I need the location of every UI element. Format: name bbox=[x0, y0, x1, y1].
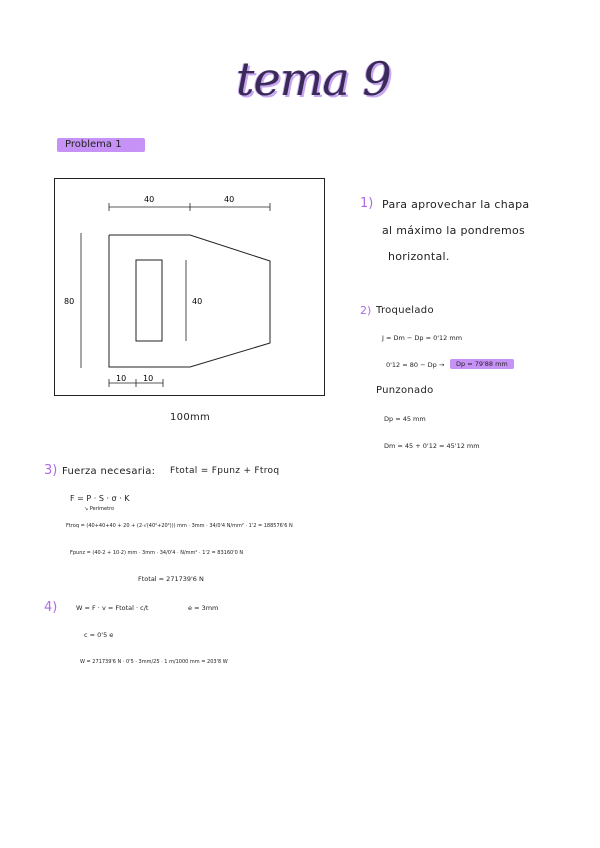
problem-tag: Problema 1 bbox=[57, 138, 145, 152]
answer-3-perimeter-note: ↘ Perímetro bbox=[84, 506, 115, 512]
answer-2-eq2: 0'12 = 80 − Dp → bbox=[386, 361, 445, 369]
answer-3-ftroq: Ftroq = (40+40+40 + 20 + (2·√(40²+20²))) mm · 3mm · 34/0'4 N/mm² · 1'2 = 188576'6 N bbox=[66, 523, 293, 529]
dim-hole: 40 bbox=[192, 297, 203, 306]
answer-3-formula: Ftotal = Fpunz + Ftroq bbox=[170, 466, 280, 476]
answer-2-eq1: J = Dm − Dp = 0'12 mm bbox=[382, 334, 463, 342]
dim-left: 80 bbox=[64, 297, 75, 306]
answer-2-eq4: Dm = 45 + 0'12 = 45'12 mm bbox=[384, 442, 480, 450]
figure-diagram bbox=[54, 178, 326, 396]
answer-4-c: c = 0'5 e bbox=[84, 631, 114, 639]
answer-3-total: Ftotal = 271739'6 N bbox=[138, 575, 204, 583]
answer-3-fpunz: Fpunz = (40·2 + 10·2) mm · 3mm · 34/0'4 · N/mm² · 1'2 = 83160'0 N bbox=[70, 550, 244, 556]
answer-2-number: 2) bbox=[360, 304, 372, 317]
answer-1-number: 1) bbox=[360, 196, 374, 211]
page-title: tema 9 bbox=[236, 52, 391, 106]
dim-top-left: 40 bbox=[144, 195, 155, 204]
answer-1-line-2: al máximo la pondremos bbox=[382, 224, 526, 237]
answer-3-title: Fuerza necesaria: bbox=[62, 466, 156, 477]
answer-4-e: e = 3mm bbox=[188, 604, 219, 612]
answer-4-eq2: W = 271739'6 N · 0'5 · 3mm/25 · 1 m/1000 mm = 203'8 W bbox=[80, 659, 228, 665]
dim-bottom-2: 10 bbox=[143, 374, 154, 383]
figure-caption: 100mm bbox=[170, 412, 211, 423]
dim-bottom-1: 10 bbox=[116, 374, 127, 383]
answer-2-subtitle: Punzonado bbox=[376, 385, 434, 396]
answer-2-highlight: Dp = 79'88 mm bbox=[450, 359, 514, 369]
answer-2-eq3: Dp = 45 mm bbox=[384, 415, 426, 423]
answer-4-eq1: W = F · v = Ftotal · c/t bbox=[76, 604, 149, 612]
answer-4-number: 4) bbox=[44, 600, 58, 615]
answer-3-number: 3) bbox=[44, 463, 58, 478]
answer-3-force-formula: F = P · S · σ · K bbox=[70, 494, 130, 503]
dim-top-right: 40 bbox=[224, 195, 235, 204]
answer-2-title: Troquelado bbox=[376, 305, 434, 316]
answer-1-line-1: Para aprovechar la chapa bbox=[382, 198, 530, 211]
answer-1-line-3: horizontal. bbox=[388, 250, 450, 263]
